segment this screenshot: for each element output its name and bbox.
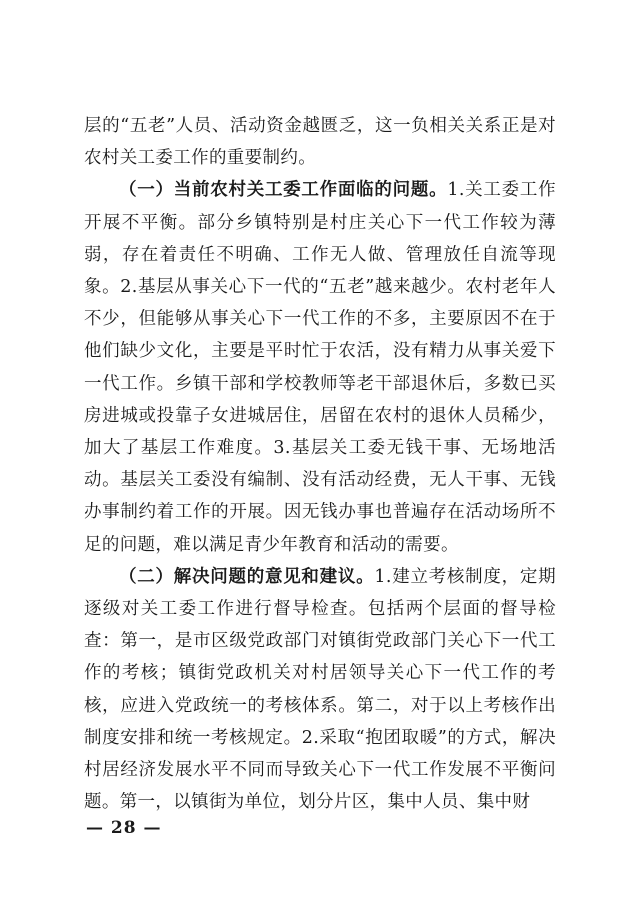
section-heading-suggestions: （二）解决问题的意见和建议。 <box>119 566 375 587</box>
paragraph-text: 1.建立考核制度，定期逐级对关工委工作进行督导检查。包括两个层面的督导检查：第一，是市区级党政部门对镇街党政部门关心下一代工作的考核；镇街党政机关对村居领导关心下一代工作的考核，应进入党政统一的考核体系。第二，对于以上考核作出制度安排和统一考核规定。2.采取“抱团取暖”的方式，解决村居经济发展水平不同而导致关心下一代工作发展不平衡问题。第一，以镇街为单位，划分片区，集中人员、集中财 <box>84 566 556 813</box>
page-number: — 28 — <box>86 818 162 838</box>
paragraph-continuation <box>84 110 556 174</box>
paragraph-text: 层的“五老”人员、活动资金越匮乏，这一负相关关系正是对农村关工委工作的重要制约。 <box>84 116 556 169</box>
paragraph-problems <box>84 174 556 560</box>
body-text <box>84 110 556 818</box>
paragraph-suggestions <box>84 561 556 819</box>
paragraph-text: 1.关工委工作开展不平衡。部分乡镇特别是村庄关心下一代工作较为薄弱，存在着责任不明确、工作无人做、管理放任自流等现象。2.基层从事关心下一代的“五老”越来越少。农村老年人不少，但能够从事关心下一代工作的不多，主要原因不在于他们缺少文化，主要是平时忙于农活，没有精力从事关爱下一代工作。乡镇干部和学校教师等老干部退休后，多数已买房进城或投靠子女进城居住，居留在农村的退休人员稀少，加大了基层工作难度。3.基层关工委无钱干事、无场地活动。基层关工委没有编制、没有活动经费，无人干事、无钱办事制约着工作的开展。因无钱办事也普遍存在活动场所不足的问题，难以满足青少年教育和活动的需要。 <box>84 180 556 555</box>
section-heading-problems: （一）当前农村关工委工作面临的问题。 <box>119 180 448 201</box>
